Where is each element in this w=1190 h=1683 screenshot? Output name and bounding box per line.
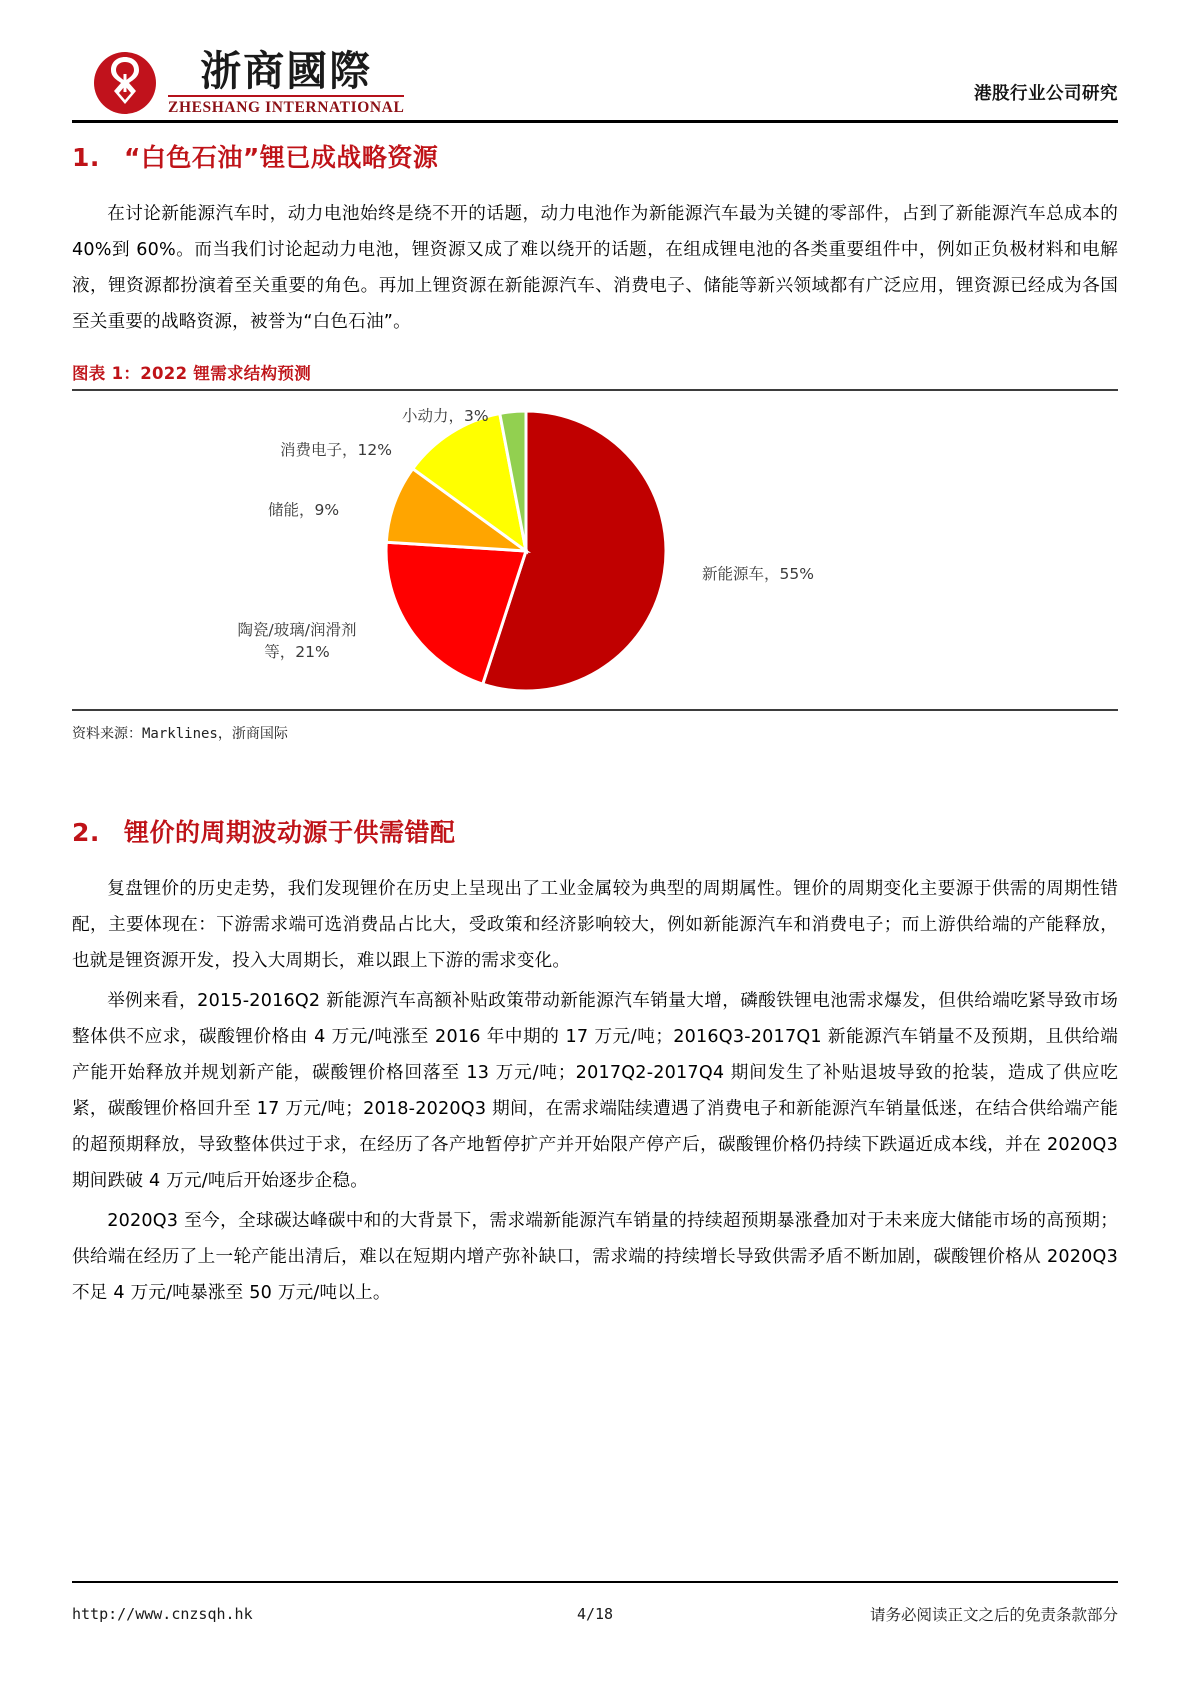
exhibit-1-bottom-rule [72,709,1118,711]
footer-page-number: 4/18 [576,1605,614,1623]
section-heading-2 [72,813,1118,849]
company-logo [92,46,405,116]
logo-english-name: ZHESHANG INTERNATIONAL [168,98,405,116]
pie-label-light-ev: 小动力，3% [402,407,489,425]
footer-divider [72,1581,1118,1583]
zheshang-logo-icon [92,50,158,116]
exhibit-1-source: 资料来源：Marklines，浙商国际 [72,726,288,742]
logo-divider [168,95,404,97]
pie-label-ceramics-line2: 等，21% [264,643,330,661]
logo-chinese-name: 浙商國際 [200,46,373,95]
section-heading-1 [72,138,1118,174]
pie-label-storage: 储能，9% [268,501,340,519]
page-header [72,34,1118,122]
pie-chart [72,391,1118,709]
header-divider [72,120,1118,123]
footer-url[interactable]: http://www.cnzsqh.hk [72,1605,253,1623]
paragraph-2-3: 2020Q3 至今，全球碳达峰碳中和的大背景下，需求端新能源汽车销量的持续超预期暴涨叠加对于未来庞大储能市场的高预期；供给端在经历了上一轮产能出清后，难以在短期内增产弥补缺口，需求端的持续增长导致供需矛盾不断加剧，碳酸锂价格从 2020Q3 不足 4 万元/吨暴涨至 50 万元/吨以上。 [72,1211,1118,1303]
pie-label-consumer-electronics: 消费电子，12% [280,441,392,459]
logo-wordmark [168,46,405,116]
exhibit-1-title: 图表 1：2022 锂需求结构预测 [72,364,311,383]
pie-label-ceramics [202,619,392,663]
paragraph-1-1: 在讨论新能源汽车时，动力电池始终是绕不开的话题，动力电池作为新能源汽车最为关键的零部件，占到了新能源汽车总成本的 40%到 60%。而当我们讨论起动力电池，锂资源又成了难以绕开的话题，在组成锂电池的各类重要组件中，例如正负极材料和电解液，锂资源都扮演着至关重要的角色。再加上锂资源在新能源汽车、消费电子、储能等新兴领域都有广泛应用，锂资源已经成为各国至关重要的战略资源，被誉为“白色石油”。 [72,204,1118,332]
paragraph-2-2: 举例来看，2015-2016Q2 新能源汽车高额补贴政策带动新能源汽车销量大增，磷酸铁锂电池需求爆发，但供给端吃紧导致市场整体供不应求，碳酸锂价格由 4 万元/吨涨至 2016 年中期的 17 万元/吨；2016Q3-2017Q1 新能源汽车销量不及预期，且供给端产能开始释放并规划新产能，碳酸锂价格回落至 13 万元/吨；2017Q2-2017Q4 期间发生了补贴退坡导致的抢装，造成了供应吃紧，碳酸锂价格回升至 17 万元/吨；2018-2020Q3 期间，在需求端陆续遭遇了消费电子和新能源汽车销量低迷，在结合供给端产能的超预期释放，导致整体供过于求，在经历了各产地暂停扩产并开始限产停产后，碳酸锂价格仍持续下跌逼近成本线，并在 2020Q3 期间跌破 4 万元/吨后开始逐步企稳。 [72,991,1118,1191]
paragraph-2-1: 复盘锂价的历史走势，我们发现锂价在历史上呈现出了工业金属较为典型的周期属性。锂价的周期变化主要源于供需的周期性错配，主要体现在：下游需求端可选消费品占比大，受政策和经济影响较大，例如新能源汽车和消费电子；而上游供给端的产能释放，也就是锂资源开发，投入大周期长，难以跟上下游的需求变化。 [72,879,1118,971]
page-footer [72,1603,1118,1625]
pie-label-nev: 新能源车，55% [702,565,814,583]
header-category-label: 港股行业公司研究 [974,84,1118,104]
section-number-2: 2. [72,818,100,847]
footer-disclaimer: 请务必阅读正文之后的免责条款部分 [869,1606,1118,1624]
section-number-1: 1. [72,143,100,172]
section-title-2: 锂价的周期波动源于供需错配 [124,818,456,847]
section-title-1: “白色石油”锂已成战略资源 [124,143,439,172]
page-content [72,138,1118,1311]
pie-label-ceramics-line1: 陶瓷/玻璃/润滑剂 [237,621,357,639]
exhibit-1 [72,360,1118,743]
